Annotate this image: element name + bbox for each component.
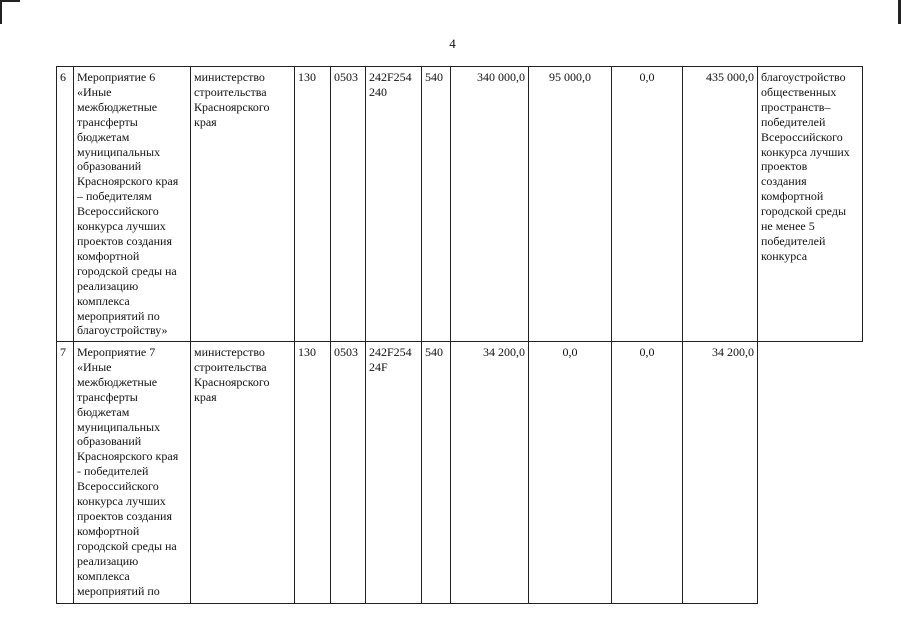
rzpr-code: 0503	[331, 67, 366, 342]
executor: министерство строительства Красноярского края	[191, 67, 295, 342]
row-index: 6	[57, 67, 74, 342]
grbs-code: 130	[295, 342, 331, 604]
scan-edge-mark	[0, 0, 2, 24]
grbs-code: 130	[295, 67, 331, 342]
page-number: 4	[449, 36, 456, 51]
executor: министерство строительства Красноярского края	[191, 342, 295, 604]
table-row	[57, 67, 863, 342]
sum-year-2: 95 000,0	[529, 67, 612, 342]
measure-name: Мероприятие 6 «Иные межбюджетные трансферты бюджетам муниципальных образований Красноярского края – победителям Всероссийского конкурса лучших проектов создания комфортной городской среды на реализацию комплекса мероприятий по благоустройству»	[74, 67, 191, 342]
scan-edge-mark	[898, 0, 901, 24]
table-row	[57, 342, 863, 604]
expected-result	[758, 342, 863, 604]
sum-total: 435 000,0	[683, 67, 758, 342]
scan-edge-mark	[0, 0, 20, 2]
measure-name: Мероприятие 7 «Иные межбюджетные трансферты бюджетам муниципальных образований Красноярского края - победителей Всероссийского конкурса лучших проектов создания комфортной городской среды на реализацию комплекса мероприятий по	[74, 342, 191, 604]
vr-code: 540	[422, 342, 451, 604]
sum-year-3: 0,0	[612, 342, 683, 604]
csr-code: 242F254 24F	[366, 342, 422, 604]
row-index: 7	[57, 342, 74, 604]
sum-total: 34 200,0	[683, 342, 758, 604]
measures-table	[56, 66, 863, 604]
sum-year-2: 0,0	[529, 342, 612, 604]
sum-year-1: 340 000,0	[451, 67, 529, 342]
expected-result: благоустройство общественных пространств– победителей Всероссийского конкурса лучших проектов создания комфортной городской среды не менее 5 победителей конкурса	[758, 67, 863, 342]
sum-year-1: 34 200,0	[451, 342, 529, 604]
sum-year-3: 0,0	[612, 67, 683, 342]
rzpr-code: 0503	[331, 342, 366, 604]
vr-code: 540	[422, 67, 451, 342]
csr-code: 242F254 240	[366, 67, 422, 342]
